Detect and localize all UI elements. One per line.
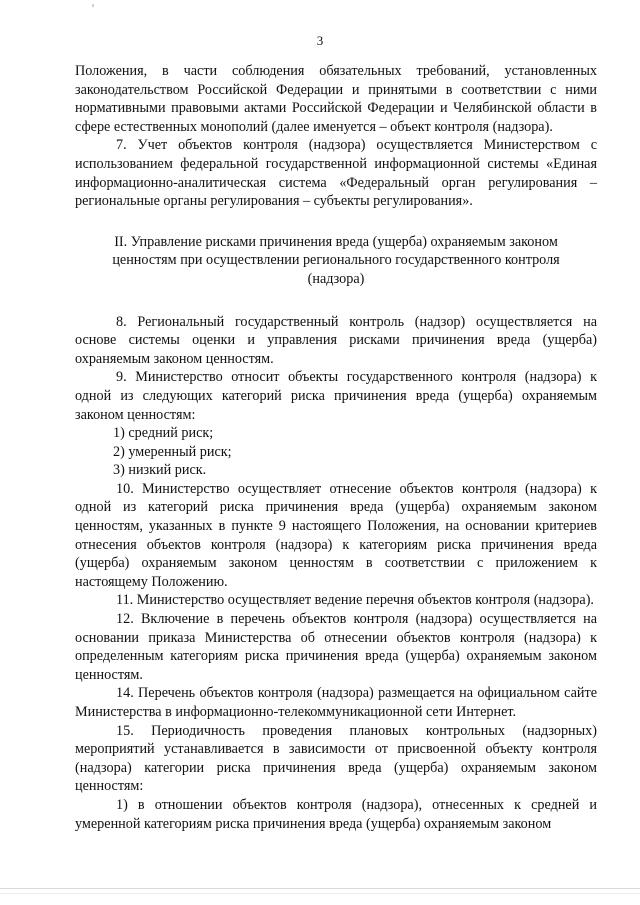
- paragraph-7: 7. Учет объектов контроля (надзора) осуществляется Министерством с использованием федеральной государственной информационной системы «Единая информационно-аналитическая система «Федеральный орган регулирования – региональные органы регулирования – субъекты регулирования».: [75, 137, 597, 210]
- paragraph-continuation: Положения, в части соблюдения обязательных требований, установленных законодательством Российской Федерации и принятыми в соответствии с ними нормативными правовыми актами Российской Федерации и Челябинской области в сфере естественных монополий (далее именуется – объект контроля (надзора).: [75, 63, 597, 135]
- section-heading-line-2: ценностям при осуществлении регионального государственного контроля: [112, 252, 560, 269]
- section-heading-line-1: II. Управление рисками причинения вреда (ущерба) охраняемым законом: [114, 233, 558, 250]
- section-heading: [75, 233, 597, 289]
- scan-artifact: [92, 4, 94, 7]
- paragraph-14: 14. Перечень объектов контроля (надзора) размещается на официальном сайте Министерства в информационно-телекоммуникационной сети Интернет.: [75, 685, 597, 720]
- scan-edge-line: [0, 893, 640, 894]
- paragraph-10: 10. Министерство осуществляет отнесение объектов контроля (надзора) к одной из категорий риска причинения вреда (ущерба) охраняемым законом ценностям, указанных в пункте 9 настоящего Положения, на основании критериев отнесения объектов контроля (надзора) к категориям риска причинения вреда (ущерба) охраняемым законом ценностям в соответствии с приложением к настоящему Положению.: [75, 480, 597, 590]
- list-item-risk-medium: 1) средний риск;: [113, 425, 214, 442]
- paragraph-15: 15. Периодичность проведения плановых контрольных (надзорных) мероприятий устанавливается в зависимости от присвоенной объекту контроля (надзора) категории риска причинения вреда (ущерба) охраняемым законом ценностям:: [75, 722, 597, 795]
- paragraph-15-item-1: 1) в отношении объектов контроля (надзора), отнесенных к средней и умеренной категориям риска причинения вреда (ущерба) охраняемым законом: [75, 796, 597, 832]
- section-heading-line-3: (надзора): [307, 270, 365, 287]
- paragraph-11: 11. Министерство осуществляет ведение перечня объектов контроля (надзора).: [116, 592, 594, 609]
- paragraph-8: 8. Региональный государственный контроль (надзор) осуществляется на основе системы оценки и управления рисками причинения вреда (ущерба) охраняемым законом ценностям.: [75, 313, 597, 367]
- list-item-risk-moderate: 2) умеренный риск;: [113, 443, 232, 460]
- list-item-risk-low: 3) низкий риск.: [113, 462, 207, 479]
- page-number: 3: [316, 33, 324, 48]
- paragraph-12: 12. Включение в перечень объектов контроля (надзора) осуществляется на основании приказа Министерства об отнесении объектов контроля (надзора) к определенным категориям риска причинения вреда (ущерба) охраняемым законом ценностям.: [75, 611, 597, 683]
- document-body: [75, 62, 597, 833]
- scan-edge-line: [0, 888, 640, 889]
- paragraph-9: 9. Министерство относит объекты государственного контроля (надзора) к одной из следующих категорий риска причинения вреда (ущерба) охраняемым законом ценностям:: [75, 369, 597, 423]
